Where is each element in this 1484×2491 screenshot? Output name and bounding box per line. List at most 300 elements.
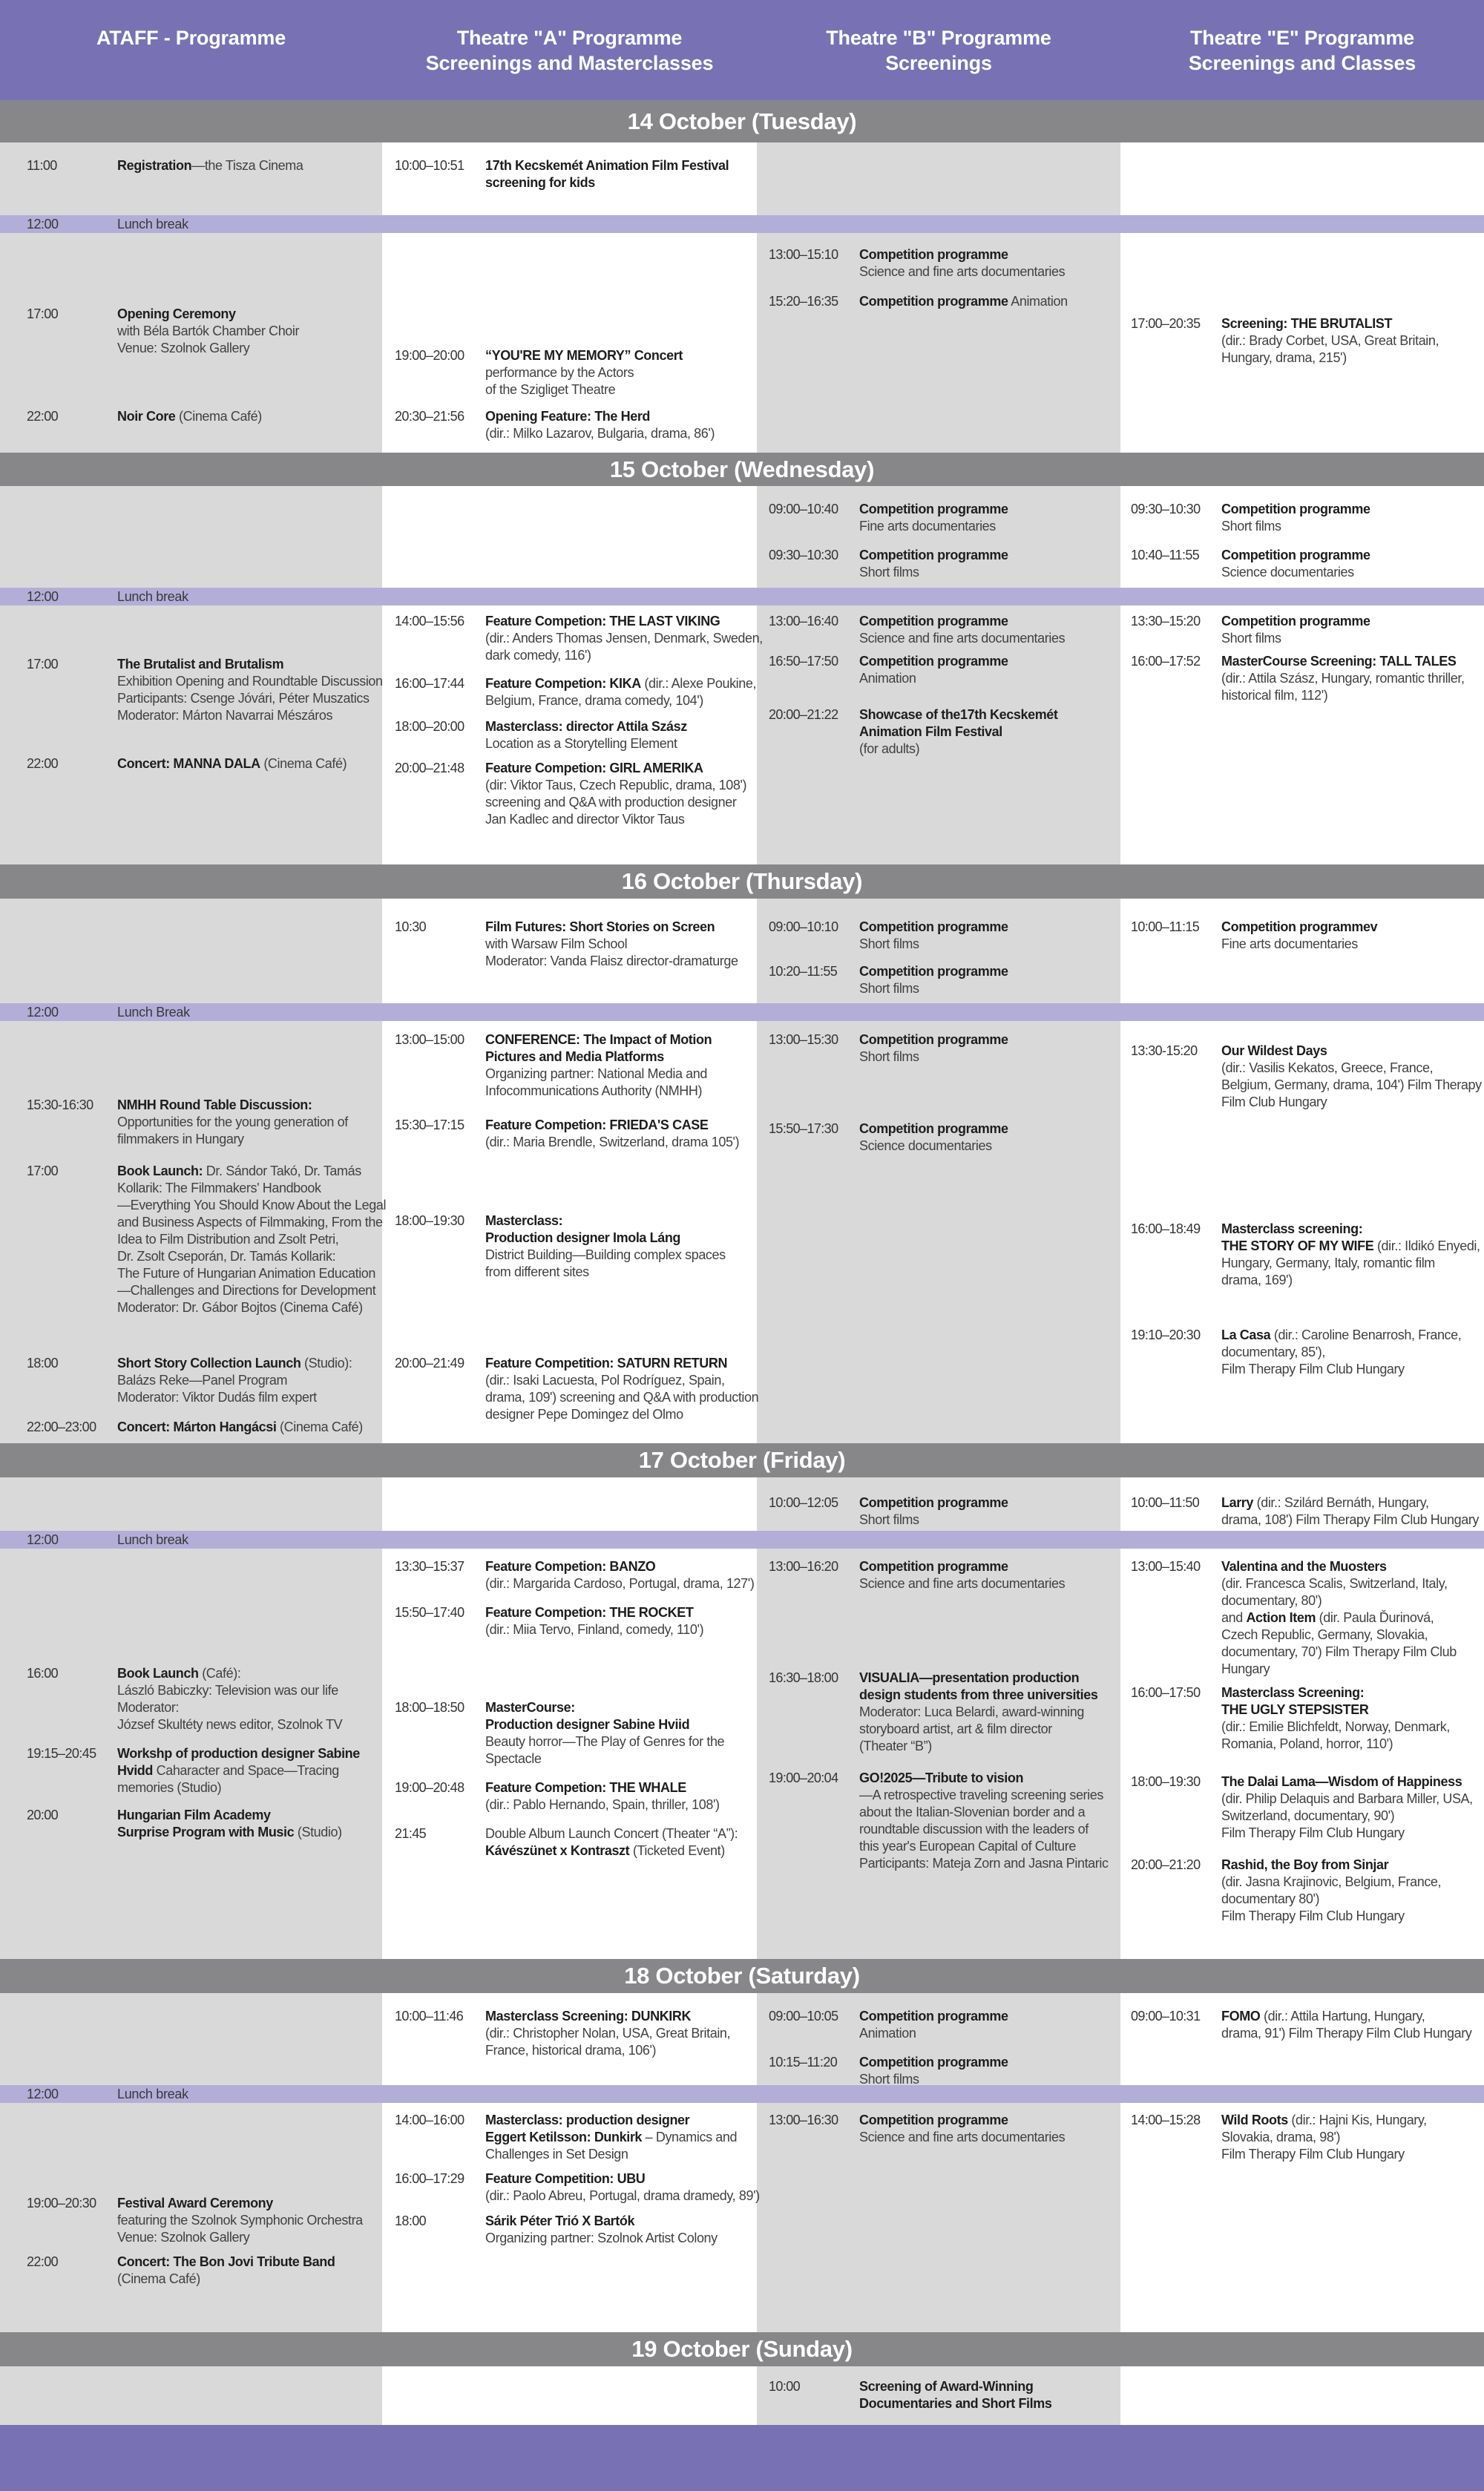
event-title-text: Competition programmev xyxy=(1221,919,1378,934)
event-text-line xyxy=(485,2188,760,2205)
event-title-text: The Brutalist and Brutalism xyxy=(117,657,284,672)
event-title-text: MasterCourse: xyxy=(485,1700,575,1715)
event-detail-text: – Dynamics and xyxy=(642,2130,738,2144)
event-title-text: 17th Kecskemét Animation Film Festival xyxy=(485,158,729,173)
event-time: 09:00–10:10 xyxy=(769,919,838,934)
event-detail-text: Opportunities for the young generation of xyxy=(117,1115,348,1129)
event-text xyxy=(859,706,1058,758)
event-time: 19:15–20:45 xyxy=(27,1746,96,1761)
event-detail-text: (dir.: Vasilis Kekatos, Greece, France, xyxy=(1221,1060,1434,1075)
event-text-line xyxy=(859,1575,1065,1592)
event-time: 10:30 xyxy=(395,919,427,934)
event-text xyxy=(1221,1494,1479,1529)
event-text-line xyxy=(859,1838,1109,1855)
event-text-line xyxy=(485,760,746,777)
event-time: 09:00–10:40 xyxy=(769,502,838,516)
event-text-line xyxy=(1221,1684,1450,1701)
event-detail-text: Jan Kadlec and director Viktor Taus xyxy=(485,812,685,827)
event-text-line xyxy=(117,1665,342,1682)
event-detail-text: (dir.: Attila Hartung, Hungary, xyxy=(1260,2009,1425,2024)
event-text-line xyxy=(117,1682,342,1699)
event-text-line xyxy=(117,1131,348,1148)
event-text-line xyxy=(485,1372,758,1389)
event-text-line xyxy=(485,1048,712,1066)
event-text-line xyxy=(1221,653,1465,670)
event-detail-text: Science and fine arts documentaries xyxy=(859,631,1066,646)
event-text-line xyxy=(859,670,1008,687)
event-text-line xyxy=(117,1699,342,1716)
event-time: 16:00–17:52 xyxy=(1131,654,1201,669)
event-detail-text: Science and fine arts documentaries xyxy=(859,1576,1066,1591)
event-text-line xyxy=(485,1733,724,1750)
event-text-line xyxy=(117,707,383,724)
event-text-line xyxy=(485,794,746,811)
event-detail-text: Hungary, Germany, Italy, romantic film xyxy=(1221,1256,1435,1270)
event-text-line xyxy=(485,2170,760,2188)
event-title-text: Competition programme xyxy=(1221,614,1370,629)
event-detail-text: (dir.: Paolo Abreu, Portugal, drama dramedy, 89') xyxy=(485,2188,760,2203)
event-time: 16:00–17:50 xyxy=(1131,1685,1201,1700)
event-text-line xyxy=(859,936,1008,953)
event-title-text: design students from three universities xyxy=(859,1687,1098,1702)
event-text-line xyxy=(859,1670,1097,1687)
day-header: 15 October (Wednesday) xyxy=(0,453,1484,486)
event-text-line xyxy=(485,811,746,828)
event-detail-text: (dir.: Isaki Lacuesta, Pol Rodríguez, Spain, xyxy=(485,1373,725,1388)
event-text-line xyxy=(859,613,1065,630)
event-title-text: Concert: The Bon Jovi Tribute Band xyxy=(117,2254,335,2269)
column-header-theatre-a xyxy=(382,0,757,100)
event-detail-text: documentary 80') xyxy=(1221,1891,1320,1906)
event-text-line xyxy=(859,741,1058,758)
event-text-line xyxy=(117,1355,352,1372)
event-time: 22:00–23:00 xyxy=(27,1420,96,1434)
event-detail-text: (Cinema Café) xyxy=(260,756,347,771)
event-text xyxy=(485,675,756,709)
event-detail-text: Short films xyxy=(1221,519,1281,534)
event-time: 13:00–15:30 xyxy=(769,1032,838,1047)
day-header: 16 October (Thursday) xyxy=(0,864,1484,899)
event-title-text: Production designer Sabine Hviid xyxy=(485,1717,690,1732)
event-text-line xyxy=(1221,630,1370,647)
lunch-break-row xyxy=(0,215,1484,233)
event-title-text: THE UGLY STEPSISTER xyxy=(1221,1702,1369,1717)
event-detail-text: (dir.: Alexe Poukine, xyxy=(640,676,757,691)
event-time: 11:00 xyxy=(27,158,57,173)
event-time: 10:40–11:55 xyxy=(1131,548,1200,562)
event-title-text: Feature Competion: BANZO xyxy=(485,1559,656,1574)
day-header: 17 October (Friday) xyxy=(0,1443,1484,1477)
event-title-text: Competition programme xyxy=(859,502,1008,516)
event-detail-text: (dir.: Attila Szász, Hungary, romantic thriller, xyxy=(1221,671,1465,686)
event-text-line xyxy=(485,1406,758,1423)
event-text-line xyxy=(859,2129,1065,2146)
event-text-line xyxy=(117,1114,348,1131)
event-text xyxy=(485,1699,724,1768)
event-text xyxy=(859,613,1065,647)
event-detail-text: —Challenges and Directions for Development xyxy=(117,1283,376,1298)
event-title-text: Competition programme xyxy=(859,1032,1008,1047)
event-title-text: Feature Competion: THE LAST VIKING xyxy=(485,614,720,629)
event-detail-text: Slovakia, drama, 98') xyxy=(1221,2130,1341,2144)
event-text-line xyxy=(485,735,687,752)
event-text xyxy=(485,919,738,970)
event-detail-text: memories (Studio) xyxy=(117,1780,222,1795)
event-title-text: Competition programme xyxy=(859,2009,1008,2024)
event-text-line xyxy=(859,1821,1109,1838)
event-text-line xyxy=(859,1787,1109,1804)
event-detail-text: Dr. Sándor Takó, Dr. Tamás xyxy=(203,1164,361,1178)
event-time: 17:00–20:35 xyxy=(1131,316,1201,331)
event-detail-text: (Studio) xyxy=(294,1825,342,1839)
event-title-text: Valentina and the Muosters xyxy=(1221,1559,1387,1574)
event-detail-text: Romania, Poland, horror, 110') xyxy=(1221,1736,1393,1751)
event-text-line xyxy=(485,1558,754,1575)
event-title-text: Feature Competion: FRIEDA'S CASE xyxy=(485,1117,709,1132)
event-time: 10:00 xyxy=(769,2379,801,2394)
event-detail-text: Moderator: Márton Navarrai Mészáros xyxy=(117,708,333,723)
event-text-line xyxy=(859,263,1065,280)
event-time: 18:00–20:00 xyxy=(395,719,464,734)
event-text-line xyxy=(1221,1661,1457,1678)
event-text-line xyxy=(117,1762,360,1779)
event-detail-text: Caharacter and Space—Tracing xyxy=(153,1763,339,1778)
event-detail-text: Fine arts documentaries xyxy=(859,519,996,534)
event-text-line xyxy=(859,1031,1008,1048)
event-time: 18:00–19:30 xyxy=(395,1213,464,1228)
event-title-text: Competition programme xyxy=(859,964,1008,979)
event-text-line xyxy=(1221,1891,1441,1908)
event-text xyxy=(1221,919,1377,953)
event-detail-text: (dir.: Szilárd Bernáth, Hungary, xyxy=(1253,1495,1429,1510)
event-text-line xyxy=(485,1796,720,1814)
event-title-text: MasterCourse Screening: TALL TALES xyxy=(1221,654,1457,669)
event-detail-text: about the Italian-Slovenian border and a xyxy=(859,1805,1086,1819)
event-text-line xyxy=(485,2008,730,2025)
event-text-line xyxy=(1221,332,1439,349)
event-text xyxy=(859,1031,1008,1066)
event-text-line xyxy=(117,1372,352,1389)
event-text xyxy=(859,653,1008,687)
event-time: 10:15–11:20 xyxy=(769,2055,838,2070)
event-detail-text: Animation xyxy=(1008,294,1068,309)
event-detail-text: Organizing partner: Szolnok Artist Colony xyxy=(485,2231,718,2245)
lunch-break-label: Lunch break xyxy=(117,2087,188,2101)
event-text-line xyxy=(859,980,1008,997)
event-text-line xyxy=(859,2025,1008,2042)
event-detail-text: Czech Republic, Germany, Slovakia, xyxy=(1221,1627,1428,1642)
event-title-text: VISUALIA—presentation production xyxy=(859,1670,1080,1685)
event-detail-text: Venue: Szolnok Gallery xyxy=(117,341,250,355)
event-detail-text: Beauty horror—The Play of Genres for the xyxy=(485,1734,725,1749)
event-detail-text: with Warsaw Film School xyxy=(485,936,628,951)
event-text-line xyxy=(117,690,383,707)
event-text-line xyxy=(117,1282,386,1299)
event-text-line xyxy=(485,381,683,398)
event-title-text: Feature Competion: THE ROCKET xyxy=(485,1605,694,1620)
event-time: 15:30–17:15 xyxy=(395,1117,464,1132)
event-text-line xyxy=(859,963,1008,980)
event-title-text: Production designer Imola Láng xyxy=(485,1230,681,1245)
column-subtitle: Screenings and Classes xyxy=(1188,52,1416,74)
event-text xyxy=(859,547,1008,581)
event-detail-text: Moderator: Luca Belardi, award-winning xyxy=(859,1704,1084,1719)
event-text-line xyxy=(485,1134,739,1151)
event-title-text: Competition programme xyxy=(859,919,1008,934)
day-header: 14 October (Tuesday) xyxy=(0,100,1484,142)
lunch-break-row xyxy=(0,2085,1484,2103)
event-title-text: Showcase of the17th Kecskemét xyxy=(859,707,1058,722)
event-time: 13:00–16:40 xyxy=(769,614,838,629)
event-text-line xyxy=(117,1163,386,1180)
event-title-text: Concert: Márton Hangácsi xyxy=(117,1420,277,1434)
event-text-line xyxy=(117,2212,363,2229)
event-text-line xyxy=(485,1779,720,1796)
event-detail-text: Animation xyxy=(859,671,916,686)
event-title-text: Competition programme xyxy=(859,614,1008,629)
event-text-line xyxy=(117,1419,363,1436)
event-time: 18:00 xyxy=(27,1356,59,1371)
event-text xyxy=(117,1355,352,1406)
event-text-line xyxy=(117,1779,360,1796)
event-detail-text: Short films xyxy=(859,565,919,580)
event-detail-text: designer Pepe Domingez del Olmo xyxy=(485,1407,683,1422)
event-text xyxy=(859,2008,1008,2042)
event-text-line xyxy=(1221,1808,1473,1825)
event-text-line xyxy=(1221,1592,1457,1609)
event-text xyxy=(117,755,347,772)
day-header: 18 October (Saturday) xyxy=(0,1959,1484,1993)
event-text-line xyxy=(485,2146,737,2163)
event-detail-text: Kollarik: The Filmmakers' Handbook xyxy=(117,1181,321,1195)
event-title-text: La Casa xyxy=(1221,1327,1271,1342)
event-text-line xyxy=(859,1770,1109,1787)
event-detail-text: (for adults) xyxy=(859,741,920,756)
event-time: 09:30–10:30 xyxy=(769,548,838,562)
event-time: 10:00–11:46 xyxy=(395,2009,464,2024)
event-time: 19:10–20:30 xyxy=(1131,1327,1201,1342)
lunch-break-row xyxy=(0,588,1484,605)
event-text-line xyxy=(1221,1609,1457,1627)
event-text-line xyxy=(1221,1558,1457,1575)
event-text-line xyxy=(1221,501,1370,518)
event-text-line xyxy=(1221,2112,1427,2129)
event-detail-text: (dir.: Milko Lazarov, Bulgaria, drama, 86') xyxy=(485,426,715,441)
event-text-line xyxy=(1221,1221,1480,1238)
event-title-text: FOMO xyxy=(1221,2009,1261,2024)
event-text xyxy=(485,760,746,828)
event-time: 10:20–11:55 xyxy=(769,964,838,979)
lunch-break-time: 12:00 xyxy=(27,217,59,232)
event-title-text: The Dalai Lama—Wisdom of Happiness xyxy=(1221,1774,1462,1789)
event-title-text: Rashid, the Boy from Sinjar xyxy=(1221,1857,1389,1872)
event-text-line xyxy=(1221,1701,1450,1719)
event-text-line xyxy=(117,2254,335,2271)
event-text xyxy=(117,1745,360,1796)
event-text-line xyxy=(485,1716,724,1733)
event-text xyxy=(1221,547,1370,581)
event-text-line xyxy=(1221,1238,1480,1255)
event-text xyxy=(1221,1043,1482,1111)
event-detail-text: Participants: Mateja Zorn and Jasna Pintaric xyxy=(859,1856,1109,1871)
event-text-line xyxy=(1221,1627,1457,1644)
event-text-line xyxy=(859,1558,1065,1575)
event-detail-text: Idea to Film Distribution and Zsolt Petri, xyxy=(117,1232,339,1247)
event-title-text: screening for kids xyxy=(485,175,595,190)
event-time: 16:00 xyxy=(27,1666,59,1681)
event-time: 17:00 xyxy=(27,657,59,672)
event-text xyxy=(117,408,262,425)
event-text-line xyxy=(485,936,738,953)
event-text xyxy=(117,2254,335,2288)
event-text-line xyxy=(117,1824,342,1841)
event-detail-text: Infocommunications Authority (NMHH) xyxy=(485,1083,703,1098)
event-time: 19:00–20:30 xyxy=(27,2196,96,2211)
event-time: 19:00–20:48 xyxy=(395,1780,464,1795)
event-text-line xyxy=(1221,518,1370,535)
event-text xyxy=(859,246,1065,280)
event-text-line xyxy=(859,2008,1008,2025)
event-detail-text: drama, 109') screening and Q&A with production xyxy=(485,1390,759,1405)
event-text-line xyxy=(117,1265,386,1282)
event-detail-text: (Cinema Café) xyxy=(175,409,262,424)
event-text-line xyxy=(485,953,738,970)
event-text xyxy=(1221,1327,1461,1378)
column-title: ATAFF - Programme xyxy=(96,27,286,49)
event-detail-text: documentary, 70') Film Therapy Film Club xyxy=(1221,1644,1457,1659)
event-text-line xyxy=(485,1066,712,1083)
event-text xyxy=(485,2213,718,2247)
event-text xyxy=(485,2112,737,2163)
event-text-line xyxy=(1221,1644,1457,1661)
lunch-break-row xyxy=(0,1003,1484,1021)
event-title-text: Hvidd xyxy=(117,1763,154,1778)
event-title-text: Festival Award Ceremony xyxy=(117,2196,273,2211)
event-title-text: “YOU'RE MY MEMORY” Concert xyxy=(485,348,683,363)
event-title-text: Animation Film Festival xyxy=(859,724,1002,739)
event-time: 15:30-16:30 xyxy=(27,1097,93,1112)
event-text xyxy=(859,501,1008,535)
event-detail-text: (dir.: Maria Brendle, Switzerland, drama 105') xyxy=(485,1135,740,1149)
lunch-break-row xyxy=(0,1531,1484,1549)
event-text-line xyxy=(859,2378,1051,2395)
event-text-line xyxy=(859,2054,1008,2071)
event-text-line xyxy=(1221,1077,1482,1094)
lunch-break-time: 12:00 xyxy=(27,2087,59,2101)
event-title-text: Competition programme xyxy=(859,654,1008,669)
event-text-line xyxy=(1221,315,1439,332)
event-time: 18:00 xyxy=(395,2213,427,2228)
event-detail-text: (dir.: Christopher Nolan, USA, Great Britain, xyxy=(485,2026,731,2041)
event-time: 09:30–10:30 xyxy=(1131,502,1201,516)
event-text-line xyxy=(485,718,687,735)
event-title-text: Competition programme xyxy=(859,548,1008,562)
lunch-break-time: 12:00 xyxy=(27,1005,59,1020)
event-text-line xyxy=(1221,670,1465,687)
column-title: Theatre "E" Programme xyxy=(1189,27,1414,49)
event-detail-text: historical film, 112') xyxy=(1221,688,1328,703)
event-text-line xyxy=(859,1120,1008,1138)
event-title-text: Opening Ceremony xyxy=(117,306,236,321)
event-text xyxy=(117,1419,363,1436)
event-text xyxy=(117,157,303,174)
column-subtitle: Screenings and Masterclasses xyxy=(425,52,714,74)
event-text xyxy=(859,2112,1065,2146)
event-detail-text: and Business Aspects of Filmmaking, From the xyxy=(117,1215,383,1230)
event-detail-text: (dir. Philip Delaquis and Barbara Miller, USA, xyxy=(1221,1791,1473,1806)
event-detail-text: Moderator: Dr. Gábor Bojtos (Cinema Café) xyxy=(117,1300,363,1315)
event-text-line xyxy=(485,2112,737,2129)
event-detail-text: Science documentaries xyxy=(859,1138,992,1153)
event-title-text: Feature Competion: GIRL AMERIKA xyxy=(485,761,703,775)
event-text xyxy=(485,347,683,398)
event-detail-text: Short films xyxy=(859,1512,919,1527)
event-time: 13:00–16:20 xyxy=(769,1559,838,1574)
event-text-line xyxy=(1221,1908,1441,1925)
event-detail-text: (dir: Viktor Taus, Czech Republic, drama, 108') xyxy=(485,778,747,792)
event-time: 15:50–17:40 xyxy=(395,1605,464,1620)
event-title-text: Kávészünet x Kontraszt xyxy=(485,1843,630,1858)
event-detail-text: Film Therapy Film Club Hungary xyxy=(1221,1909,1405,1923)
event-text-line xyxy=(859,723,1058,741)
event-text-line xyxy=(485,630,763,647)
event-text-line xyxy=(485,1264,726,1281)
event-detail-text: Belgium, Germany, drama, 104') Film Therapy xyxy=(1221,1077,1482,1092)
event-time: 22:00 xyxy=(27,756,59,771)
lunch-break-label: Lunch break xyxy=(117,217,188,232)
event-text xyxy=(1221,501,1370,535)
event-text xyxy=(117,2195,363,2246)
event-title-text: Documentaries and Short Films xyxy=(859,2396,1052,2411)
event-title-text: Masterclass Screening: xyxy=(1221,1685,1365,1700)
event-text-line xyxy=(1221,687,1465,704)
event-text-line xyxy=(117,1248,386,1265)
event-title-text: Opening Feature: The Herd xyxy=(485,409,651,424)
event-detail-text: Location as a Storytelling Element xyxy=(485,736,677,751)
event-detail-text: Hungary, drama, 215') xyxy=(1221,350,1347,365)
event-detail-text: (dir.: Ildikó Enyedi, xyxy=(1373,1238,1480,1253)
event-detail-text: Dr. Zsolt Cseporán, Dr. Tamás Kollarik: xyxy=(117,1249,336,1264)
event-title-text: Masterclass: director Attila Szász xyxy=(485,719,687,734)
event-text-line xyxy=(485,1575,754,1592)
event-text-line xyxy=(1221,1327,1461,1344)
event-text-line xyxy=(1221,1361,1461,1378)
event-detail-text: (dir.: Caroline Benarrosh, France, xyxy=(1270,1327,1462,1342)
event-detail-text: Short films xyxy=(859,981,919,996)
event-text xyxy=(1221,1857,1441,1925)
event-detail-text: Short films xyxy=(859,1049,919,1064)
event-text-line xyxy=(485,2025,730,2042)
event-detail-text: (Ticketed Event) xyxy=(629,1843,725,1858)
event-text xyxy=(485,408,715,442)
event-text-line xyxy=(1221,1060,1482,1077)
event-text-line xyxy=(485,2213,718,2230)
event-text xyxy=(859,1558,1065,1592)
event-text-line xyxy=(859,1704,1097,1721)
event-text-line xyxy=(1221,936,1377,953)
event-title-text: GO!2025—Tribute to vision xyxy=(859,1770,1024,1785)
event-text-line xyxy=(485,1355,758,1372)
event-text xyxy=(859,293,1068,310)
event-time: 20:00–21:20 xyxy=(1131,1857,1201,1872)
event-text-line xyxy=(859,1512,1008,1529)
event-time: 16:00–17:44 xyxy=(395,676,464,691)
event-detail-text: with Béla Bartók Chamber Choir xyxy=(117,324,300,338)
event-text-line xyxy=(1221,2129,1427,2146)
event-time: 16:00–17:29 xyxy=(395,2171,464,2186)
event-text-line xyxy=(859,246,1065,263)
event-text-line xyxy=(485,1212,726,1230)
